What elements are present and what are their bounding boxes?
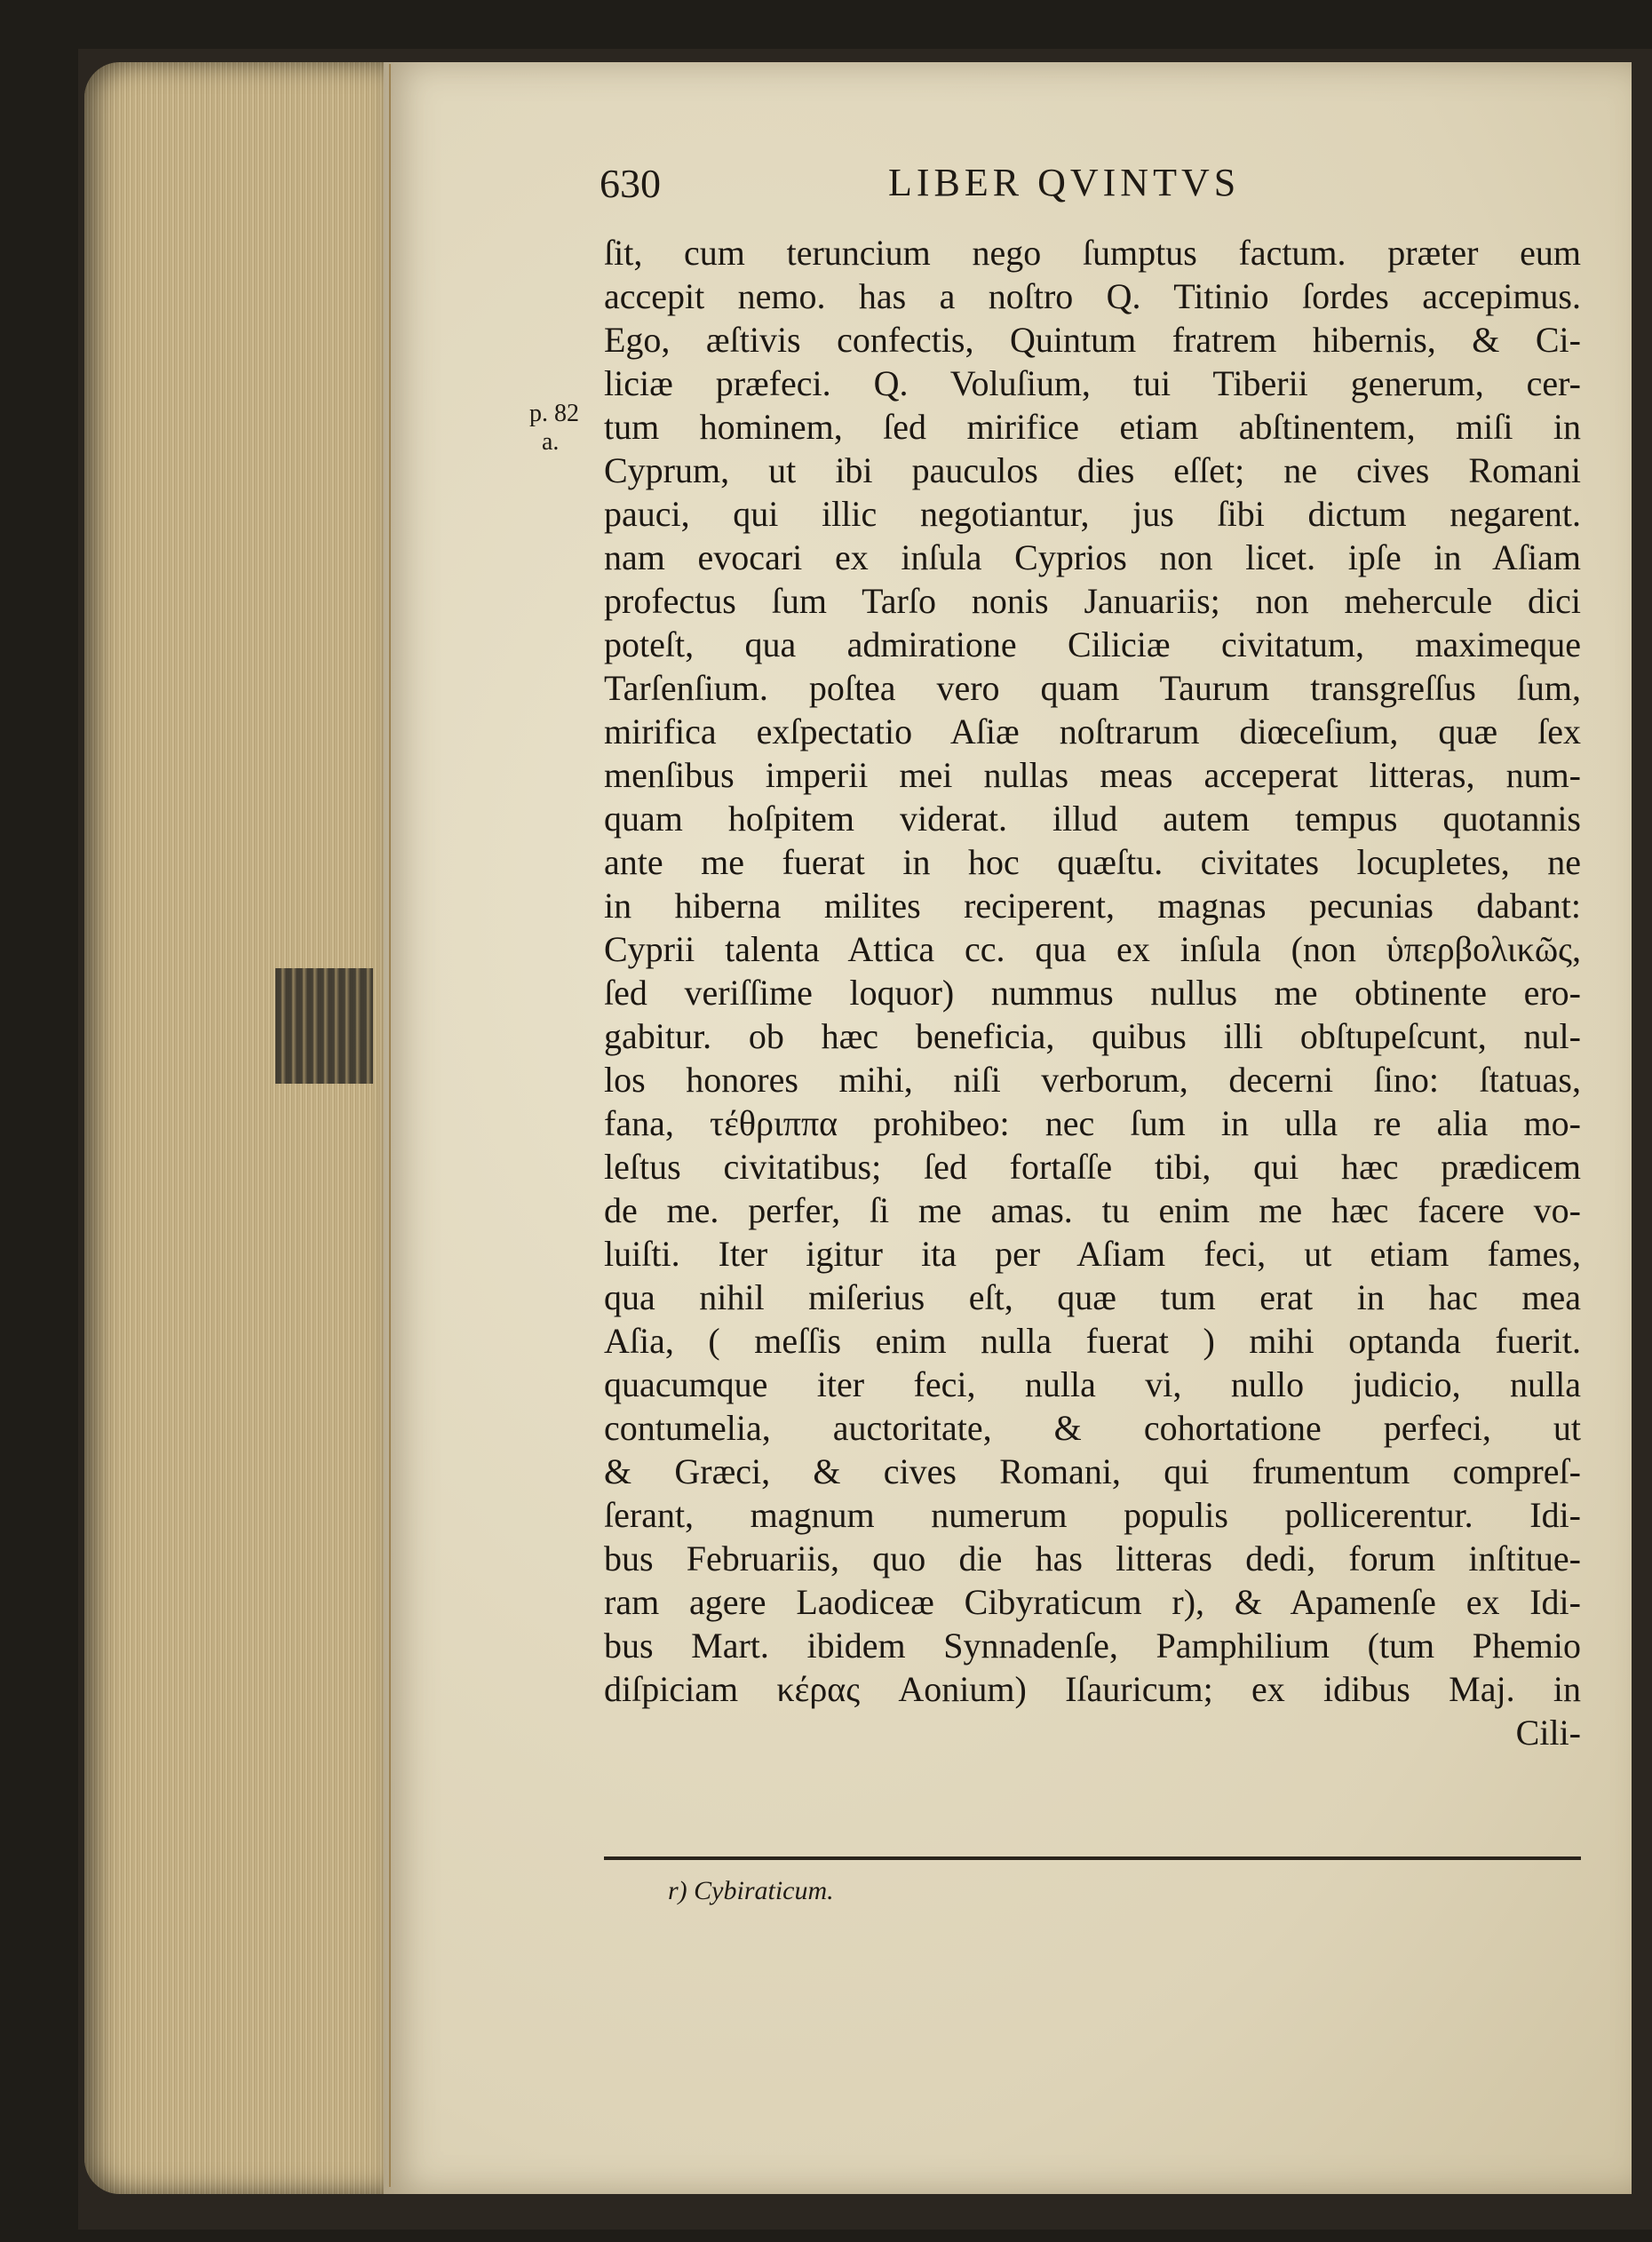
page-number: 630	[600, 161, 661, 206]
text-line: pauci, qui illic negotiantur, jus ſibi dictum negarent.	[604, 494, 1581, 534]
text-line: ante me fuerat in hoc quæſtu. civitates locupletes, ne	[604, 842, 1581, 882]
page-edge-marks	[275, 968, 373, 1084]
text-line: ſed veriſſime loquor) nummus nullus me obtinente ero-	[604, 973, 1581, 1013]
text-line: Cyprii talenta Attica cc. qua ex inſula (non ὑπερβολικῶς,	[604, 929, 1581, 969]
text-line: Cyprum, ut ibi pauculos dies eſſet; ne cives Romani	[604, 450, 1581, 490]
footnote-rule	[604, 1856, 1581, 1860]
book-page-edges	[84, 62, 386, 2194]
text-line: in hiberna milites reciperent, magnas pecunias dabant:	[604, 886, 1581, 926]
text-line: Aſia, ( meſſis enim nulla fuerat ) mihi optanda fuerit.	[604, 1321, 1581, 1361]
text-line: gabitur. ob hæc beneficia, quibus illi obſtupeſcunt, nul-	[604, 1016, 1581, 1056]
text-line: ſerant, magnum numerum populis pollicerentur. Idi-	[604, 1495, 1581, 1535]
text-line: de me. perfer, ſi me amas. tu enim me hæc facere vo-	[604, 1190, 1581, 1230]
text-line: fana, τέθριππα prohibeo: nec ſum in ulla re alia mo-	[604, 1103, 1581, 1143]
text-line: los honores mihi, niſi verborum, decerni ſino: ſtatuas,	[604, 1060, 1581, 1100]
text-line: liciæ præfeci. Q. Voluſium, tui Tiberii generum, cer-	[604, 363, 1581, 403]
page-header	[600, 160, 1577, 213]
marginal-note: p. 82 a.	[529, 400, 579, 456]
text-line: menſibus imperii mei nullas meas acceperat litteras, num-	[604, 755, 1581, 795]
text-line: tum hominem, ſed mirifice etiam abſtinentem, miſi in	[604, 407, 1581, 447]
running-head: LIBER QVINTVS	[888, 161, 1241, 204]
catchword: Cili-	[1515, 1713, 1581, 1753]
text-line: luiſti. Iter igitur ita per Aſiam feci, ut etiam fames,	[604, 1234, 1581, 1274]
text-line: Ego, æſtivis confectis, Quintum fratrem hibernis, & Ci-	[604, 320, 1581, 360]
text-line: poteſt, qua admiratione Ciliciæ civitatum, maximeque	[604, 624, 1581, 664]
text-line: Tarſenſium. poſtea vero quam Taurum transgreſſus ſum,	[604, 668, 1581, 708]
footnote: r) Cybiraticum.	[668, 1876, 834, 1905]
text-line: accepit nemo. has a noſtro Q. Titinio ſordes accepimus.	[604, 276, 1581, 316]
text-line: mirifica exſpectatio Aſiæ noſtrarum diœceſium, quæ ſex	[604, 712, 1581, 751]
body-text	[604, 231, 1581, 1754]
text-line: & Græci, & cives Romani, qui frumentum compreſ-	[604, 1451, 1581, 1491]
text-line: bus Februariis, quo die has litteras dedi, forum inſtitue-	[604, 1538, 1581, 1578]
text-line: contumelia, auctoritate, & cohortatione perfeci, ut	[604, 1408, 1581, 1448]
text-line: bus Mart. ibidem Synnadenſe, Pamphilium (tum Phemio	[604, 1626, 1581, 1666]
text-line: qua nihil miſerius eſt, quæ tum erat in hac mea	[604, 1277, 1581, 1317]
text-line: diſpiciam κέρας Aonium) Iſauricum; ex idibus Maj. in	[604, 1669, 1581, 1709]
text-line: quam hoſpitem viderat. illud autem tempus quotannis	[604, 799, 1581, 839]
text-line: quacumque iter feci, nulla vi, nullo judicio, nulla	[604, 1364, 1581, 1404]
text-line: ram agere Laodiceæ Cibyraticum r), & Apamenſe ex Idi-	[604, 1582, 1581, 1622]
text-line: profectus ſum Tarſo nonis Januariis; non mehercule dici	[604, 581, 1581, 621]
text-line: leſtus civitatibus; ſed fortaſſe tibi, qui hæc prædicem	[604, 1147, 1581, 1187]
gutter-line	[389, 64, 391, 2187]
text-line: nam evocari ex inſula Cyprios non licet. ipſe in Aſiam	[604, 537, 1581, 577]
text-line: ſit, cum teruncium nego ſumptus factum. præter eum	[604, 233, 1581, 273]
